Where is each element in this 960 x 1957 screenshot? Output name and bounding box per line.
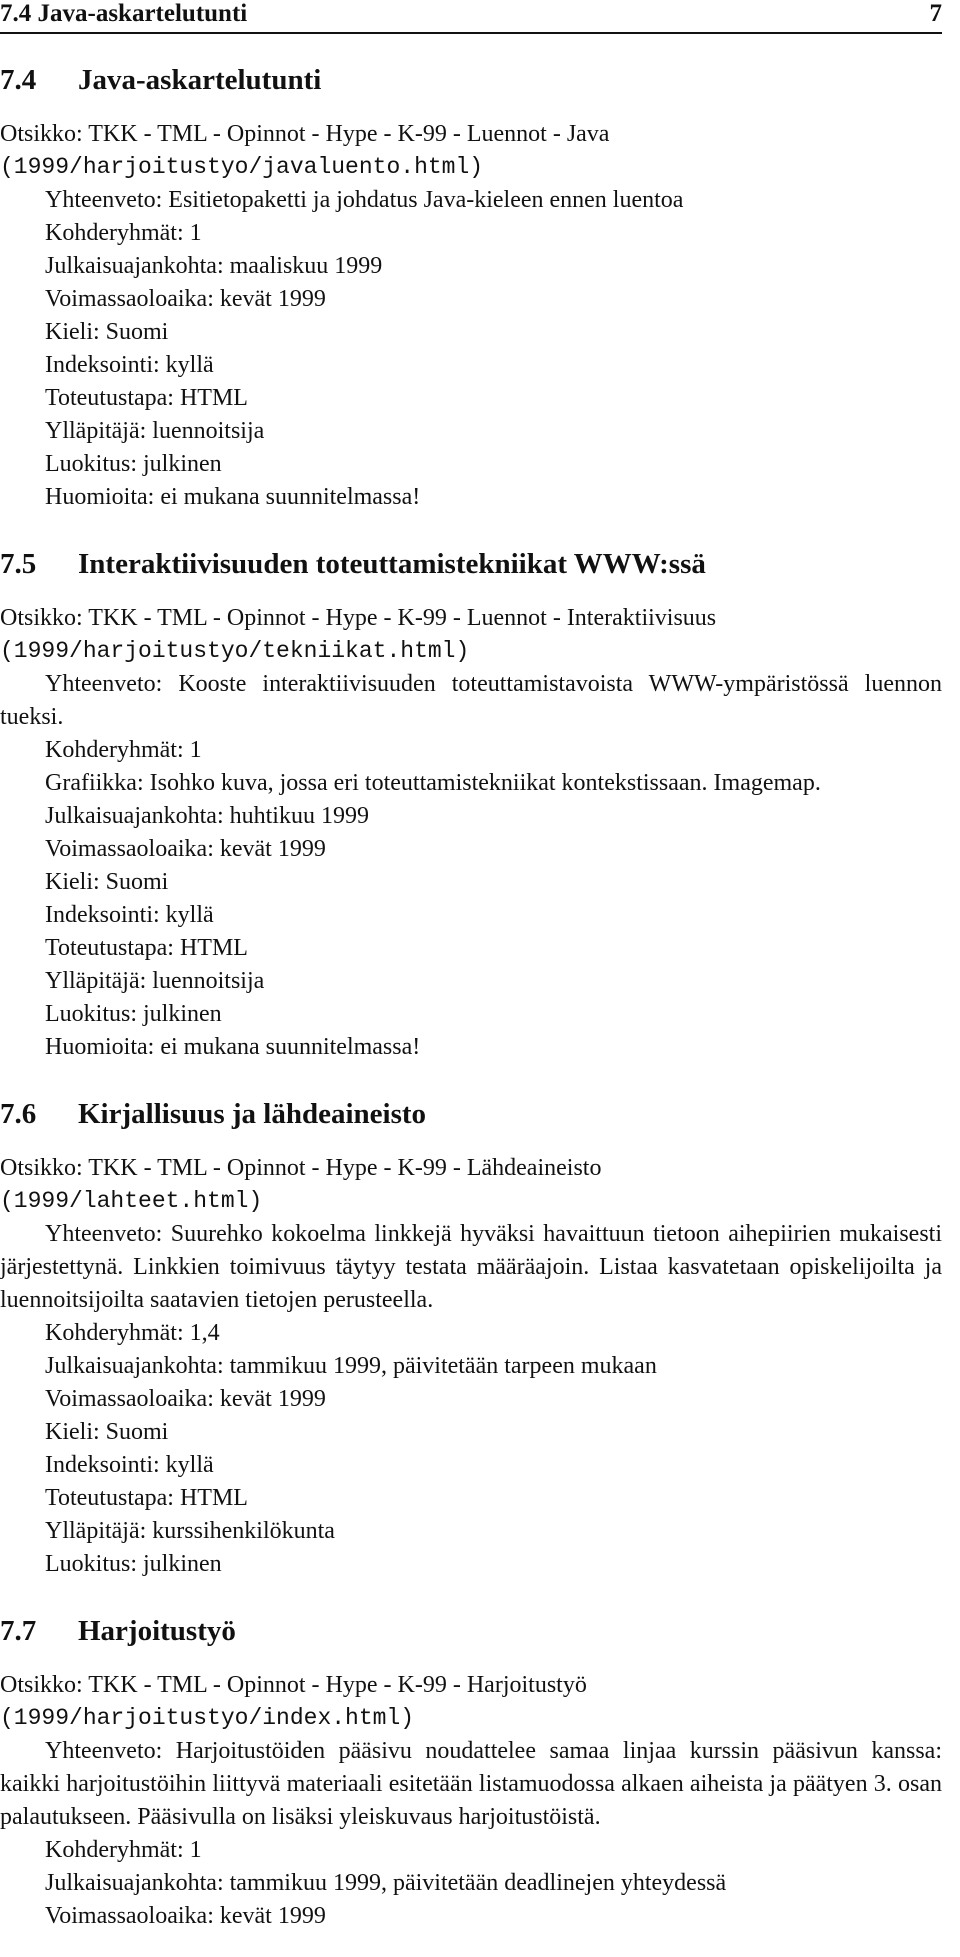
field-line: Luokitus: julkinen — [45, 1001, 222, 1027]
field-line: Indeksointi: kyllä — [45, 1452, 214, 1478]
otsikko-path: Otsikko: TKK - TML - Opinnot - Hype - K-99 - Harjoitustyö — [0, 1672, 587, 1698]
field-line: Kohderyhmät: 1 — [45, 220, 202, 246]
section-7-6 — [0, 1094, 942, 1581]
field-line: Luokitus: julkinen — [45, 451, 222, 477]
field-line: Huomioita: ei mukana suunnitelmassa! — [45, 484, 421, 510]
section-title: Java-askartelutunti — [78, 64, 322, 96]
otsikko-file: (1999/harjoitustyo/javaluento.html) — [0, 154, 484, 180]
field-line: Toteutustapa: HTML — [45, 1485, 248, 1511]
field-line: Huomioita: ei mukana suunnitelmassa! — [45, 1034, 421, 1060]
otsikko-path: Otsikko: TKK - TML - Opinnot - Hype - K-99 - Luennot - Java — [0, 121, 610, 147]
field-line: Toteutustapa: HTML — [45, 385, 248, 411]
section-title: Kirjallisuus ja lähdeaineisto — [78, 1098, 427, 1130]
section-7-4 — [0, 60, 942, 514]
otsikko-file: (1999/harjoitustyo/tekniikat.html) — [0, 638, 470, 664]
otsikko-line — [0, 118, 942, 184]
section-gap — [0, 1581, 942, 1611]
summary-paragraph: Yhteenveto: Kooste interaktiivisuuden toteuttamistavoista WWW-ympäristössä luennon tueksi. — [0, 671, 942, 730]
section-number: 7.5 — [0, 548, 37, 580]
section-title: Interaktiivisuuden toteuttamistekniikat WWW:ssä — [78, 548, 706, 580]
field-line: Luokitus: julkinen — [45, 1551, 222, 1577]
field-line: Kieli: Suomi — [45, 869, 169, 895]
otsikko-path: Otsikko: TKK - TML - Opinnot - Hype - K-99 - Lähdeaineisto — [0, 1155, 602, 1181]
otsikko-line — [0, 1152, 942, 1218]
section-gap — [0, 1064, 942, 1094]
field-line: Yhteenveto: Esitietopaketti ja johdatus Java-kieleen ennen luentoa — [45, 187, 684, 213]
summary-paragraph: Yhteenveto: Harjoitustöiden pääsivu noudattelee samaa linjaa kurssin pääsivun kanssa: kaikki harjoitustöihin liittyvä materiaali esitetään listamuodossa alkaen aiheista ja päätyen 3. osan palautukseen. Pääsivulla on lisäksi yleiskuvaus harjoitustöistä. — [0, 1738, 942, 1830]
field-line: Kieli: Suomi — [45, 319, 169, 345]
otsikko-line — [0, 1669, 942, 1735]
field-line: Grafiikka: Isohko kuva, jossa eri toteuttamistekniikat kontekstissaan. Imagemap. — [45, 770, 821, 796]
summary-paragraph: Yhteenveto: Suurehko kokoelma linkkejä hyväksi havaittuun tietoon aihepiirien mukaisesti järjestettynä. Linkkien toimivuus täytyy testata määräajoin. Listaa kasvatetaan opiskelijoilta ja luennoitsijoilta saatavien tietojen perusteella. — [0, 1221, 942, 1313]
field-line: Ylläpitäjä: kurssihenkilökunta — [45, 1518, 335, 1544]
otsikko-path: Otsikko: TKK - TML - Opinnot - Hype - K-99 - Luennot - Interaktiivisuus — [0, 605, 717, 631]
section-7-7 — [0, 1611, 942, 1933]
field-line: Julkaisuajankohta: tammikuu 1999, päivitetään deadlinejen yhteydessä — [45, 1870, 727, 1896]
section-number: 7.4 — [0, 64, 37, 96]
otsikko-file: (1999/lahteet.html) — [0, 1188, 263, 1214]
section-heading — [0, 60, 942, 100]
document-body — [0, 60, 942, 1933]
field-line: Voimassaoloaika: kevät 1999 — [45, 1903, 326, 1929]
field-line: Kohderyhmät: 1 — [45, 737, 202, 763]
field-line: Julkaisuajankohta: huhtikuu 1999 — [45, 803, 369, 829]
field-line: Julkaisuajankohta: maaliskuu 1999 — [45, 253, 383, 279]
field-line: Kohderyhmät: 1,4 — [45, 1320, 220, 1346]
field-line: Kohderyhmät: 1 — [45, 1837, 202, 1863]
running-header — [0, 0, 942, 34]
field-line: Julkaisuajankohta: tammikuu 1999, päivitetään tarpeen mukaan — [45, 1353, 657, 1379]
section-heading — [0, 1611, 942, 1651]
field-line: Voimassaoloaika: kevät 1999 — [45, 836, 326, 862]
section-heading — [0, 544, 942, 584]
section-7-5 — [0, 544, 942, 1064]
field-line: Ylläpitäjä: luennoitsija — [45, 418, 265, 444]
field-line: Indeksointi: kyllä — [45, 352, 214, 378]
field-line: Kieli: Suomi — [45, 1419, 169, 1445]
field-line: Toteutustapa: HTML — [45, 935, 248, 961]
section-title: Harjoitustyö — [78, 1615, 236, 1647]
field-line: Indeksointi: kyllä — [45, 902, 214, 928]
running-header-title: 7.4 Java-askartelutunti — [0, 0, 248, 27]
section-heading — [0, 1094, 942, 1134]
page-number: 7 — [929, 0, 942, 27]
otsikko-file: (1999/harjoitustyo/index.html) — [0, 1705, 415, 1731]
section-gap — [0, 514, 942, 544]
field-line: Ylläpitäjä: luennoitsija — [45, 968, 265, 994]
field-line: Voimassaoloaika: kevät 1999 — [45, 1386, 326, 1412]
section-number: 7.6 — [0, 1098, 37, 1130]
section-number: 7.7 — [0, 1615, 37, 1647]
otsikko-line — [0, 602, 942, 668]
field-line: Voimassaoloaika: kevät 1999 — [45, 286, 326, 312]
